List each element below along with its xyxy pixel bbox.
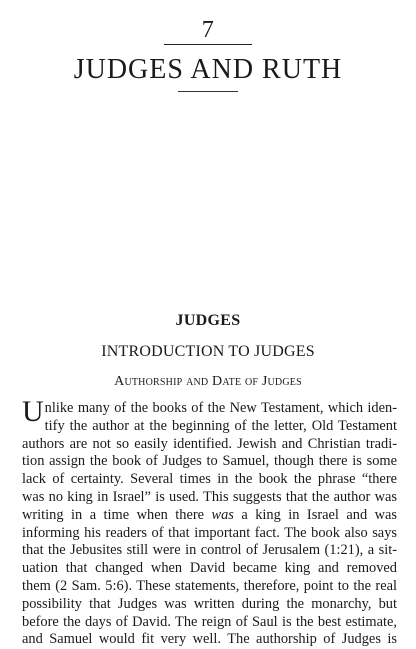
text-line: informing his readers of that important fact. The book also says (22, 524, 397, 541)
text-line: lack of certainty. Several times in the book the phrase “there (22, 471, 397, 488)
chapter-number-rule (164, 44, 252, 45)
text-line: uation that changed when David became king and removed (22, 560, 397, 577)
text-line: them (2 Sam. 5:6). These statements, therefore, point to the real (22, 577, 397, 594)
text-line: and Samuel would fit very well. The authorship of Judges is (22, 631, 397, 648)
text-line: tify the author at the beginning of the letter, Old Testament (44, 417, 397, 434)
text-line: possibility that Judges was written during the monarchy, but (22, 595, 397, 612)
body-paragraph (22, 395, 397, 649)
chapter-number: 7 (201, 17, 215, 43)
section-heading: JUDGES (175, 312, 241, 329)
text-line: nlike many of the books of the New Testament, which iden- (44, 400, 397, 416)
text-line: before the days of David. The reign of Saul is the best estimate, (22, 613, 397, 630)
small-caps-heading: Authorship and Date of Judges (114, 374, 302, 389)
drop-cap: U (22, 395, 44, 428)
text-line: authors are not so easily identified. Jewish and Christian tradi- (22, 435, 397, 452)
chapter-title: JUDGES AND RUTH (73, 54, 343, 85)
chapter-number-block (0, 18, 416, 45)
text-line-with-italic (22, 507, 397, 525)
text-fragment: writing in a time when there (22, 506, 212, 523)
italic-word: was (211, 506, 234, 523)
text-line: tion assign the book of Judges to Samuel, though there is some (22, 453, 397, 470)
text-fragment: a king in Israel and was (233, 506, 397, 523)
subsection-heading: INTRODUCTION TO JUDGES (101, 343, 315, 360)
text-line: that the Jebusites still were in control of Jerusalem (1:21), a sit- (22, 542, 397, 559)
text-line: was no king in Israel” is used. This suggests that the author was (22, 488, 397, 505)
title-underline-rule (178, 91, 238, 92)
